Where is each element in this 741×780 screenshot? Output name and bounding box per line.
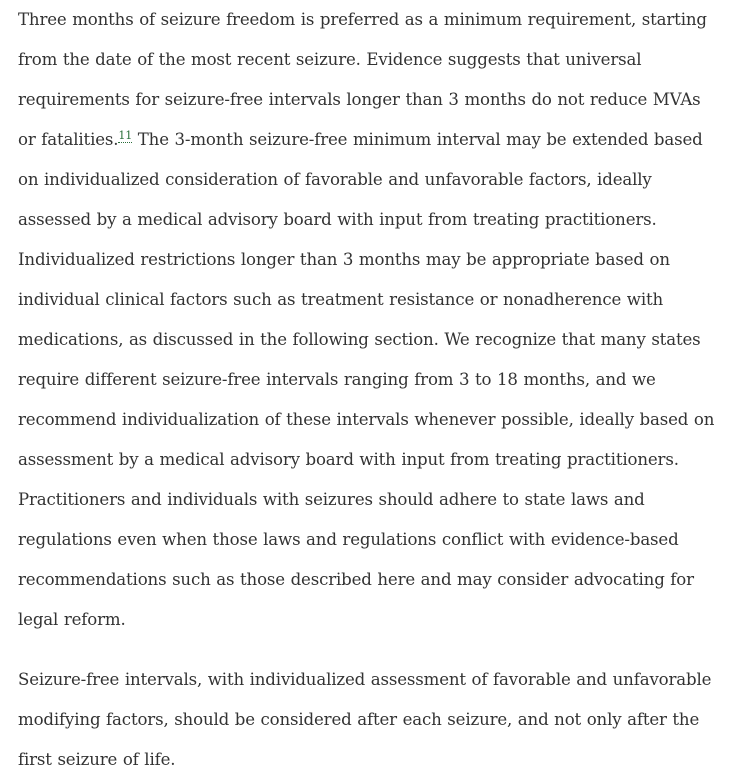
paragraph-seizure-free-intervals: Seizure-free intervals, with individualized assessment of favorable and unfavorable modifying factors, should be considered after each seizure, and not only after the first seizure of life.: [18, 670, 712, 769]
reference-link-11[interactable]: 11: [118, 129, 133, 142]
paragraph-text-after-reference: The 3-month seizure-free minimum interval may be extended based on individualized consideration of favorable and unfavorable factors, ideally assessed by a medical advisory board with input from treating practitioners. Individualized restrictions longer than 3 months may be appropriate based on individual clinical factors such as treatment resistance or nonadherence with medications, as discussed in the following section. We recognize that many states require different seizure-free intervals ranging from 3 to 18 months, and we recommend individualization of these intervals whenever possible, ideally based on assessment by a medical advisory board with input from treating practitioners. Practitioners and individuals with seizures should adhere to state laws and regulations even when those laws and regulations conflict with evidence-based recommendations such as those described here and may consider advocating for legal reform.: [18, 130, 715, 629]
paragraph-seizure-freedom-requirement: [18, 0, 723, 640]
paragraph-text-before-reference: Three months of seizure freedom is preferred as a minimum requirement, starting from the date of the most recent seizure. Evidence suggests that universal requirements for seizure-free intervals longer than 3 months do not reduce MVAs or fatalities.: [18, 10, 707, 149]
